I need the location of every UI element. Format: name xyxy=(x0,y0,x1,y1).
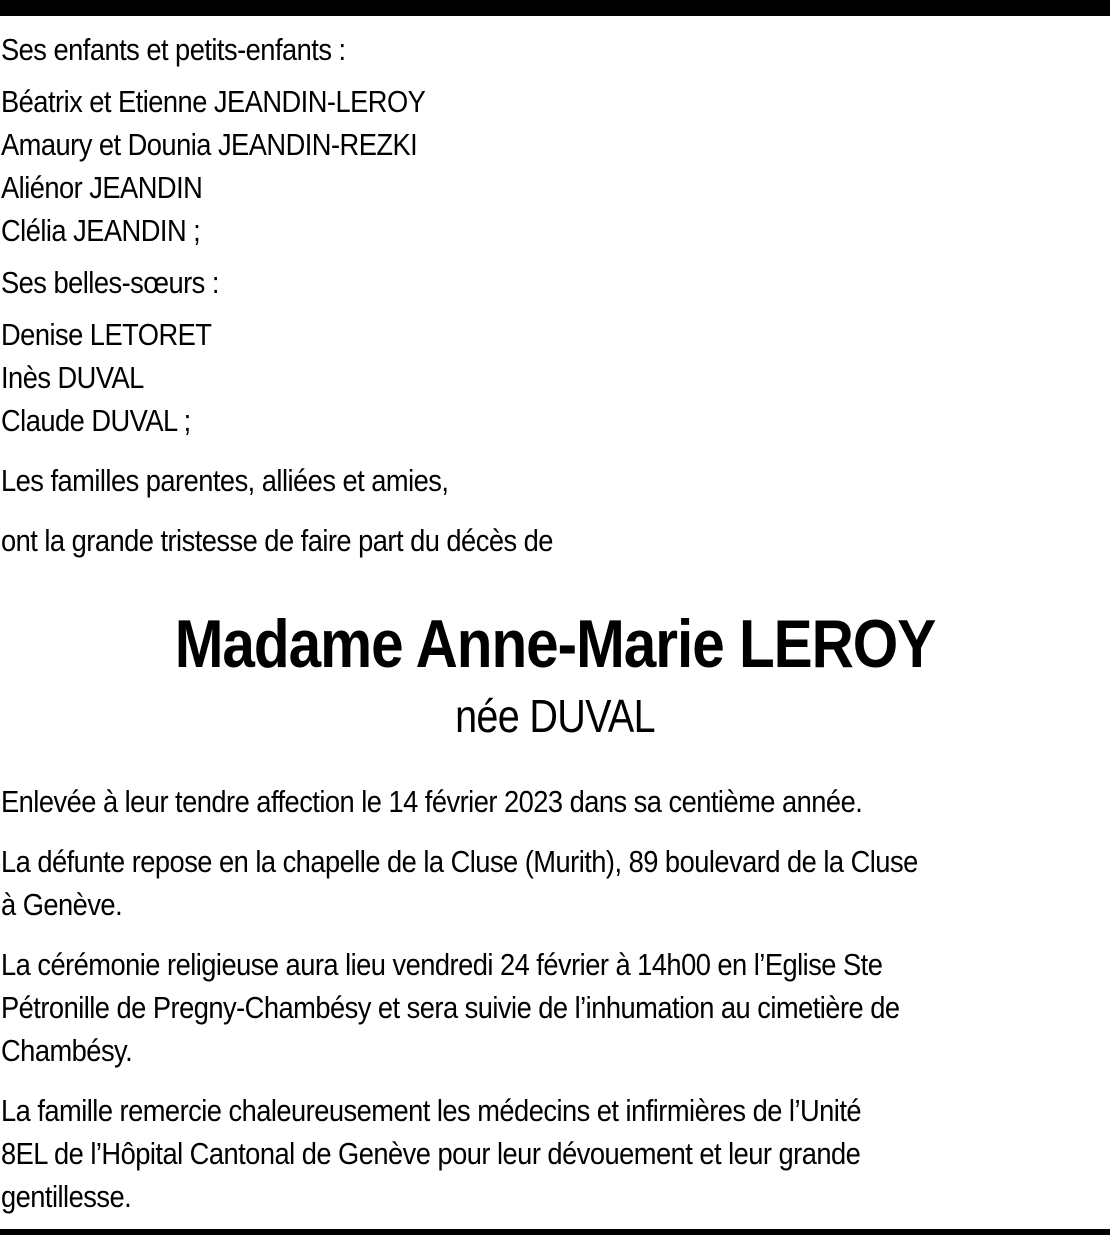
passing-text: Enlevée à leur tendre affection le 14 février 2023 dans sa centième année. xyxy=(1,784,863,819)
list-item: Aliénor JEANDIN xyxy=(1,170,203,205)
deceased-title xyxy=(0,604,1110,742)
ceremony-line: La cérémonie religieuse aura lieu vendredi 24 février à 14h00 en l’Eglise Ste xyxy=(1,947,883,982)
details-section xyxy=(1,780,1109,1218)
thanks-line: gentillesse. xyxy=(1,1179,132,1214)
maiden-name: née DUVAL xyxy=(455,690,655,742)
list-item: Amaury et Dounia JEANDIN-REZKI xyxy=(1,127,418,162)
sisters-in-law-heading: Ses belles-sœurs : xyxy=(1,265,219,300)
list-item: Claude DUVAL ; xyxy=(1,403,191,438)
top-border-rule xyxy=(0,0,1110,16)
ceremony-line: Pétronille de Pregny-Chambésy et sera suivie de l’inhumation au cimetière de xyxy=(1,990,900,1025)
chapel-line: à Genève. xyxy=(1,887,123,922)
list-item: Inès DUVAL xyxy=(1,360,144,395)
list-item: Denise LETORET xyxy=(1,317,212,352)
children-heading: Ses enfants et petits-enfants : xyxy=(1,32,346,67)
bottom-border-rule xyxy=(0,1229,1110,1235)
sisters-in-law-list xyxy=(1,313,1109,442)
family-section xyxy=(1,28,1109,562)
chapel-line: La défunte repose en la chapelle de la Cluse (Murith), 89 boulevard de la Cluse xyxy=(1,844,918,879)
extended-families-text: Les familles parentes, alliées et amies, xyxy=(1,463,449,498)
children-block xyxy=(1,28,1109,71)
ceremony-paragraph xyxy=(1,943,1109,1072)
announcement-text: ont la grande tristesse de faire part du décès de xyxy=(1,523,553,558)
extended-families-line xyxy=(1,459,1109,502)
passing-paragraph xyxy=(1,780,1109,823)
thanks-line: 8EL de l’Hôpital Cantonal de Genève pour leur dévouement et leur grande xyxy=(1,1136,861,1171)
sisters-in-law-block xyxy=(1,261,1109,304)
thanks-paragraph xyxy=(1,1089,1109,1218)
announcement-line xyxy=(1,519,1109,562)
list-item: Béatrix et Etienne JEANDIN-LEROY xyxy=(1,84,426,119)
chapel-paragraph xyxy=(1,840,1109,926)
deceased-name: Madame Anne-Marie LEROY xyxy=(174,606,936,682)
list-item: Clélia JEANDIN ; xyxy=(1,213,201,248)
ceremony-line: Chambésy. xyxy=(1,1033,133,1068)
thanks-line: La famille remercie chaleureusement les médecins et infirmières de l’Unité xyxy=(1,1093,862,1128)
children-list xyxy=(1,80,1109,252)
